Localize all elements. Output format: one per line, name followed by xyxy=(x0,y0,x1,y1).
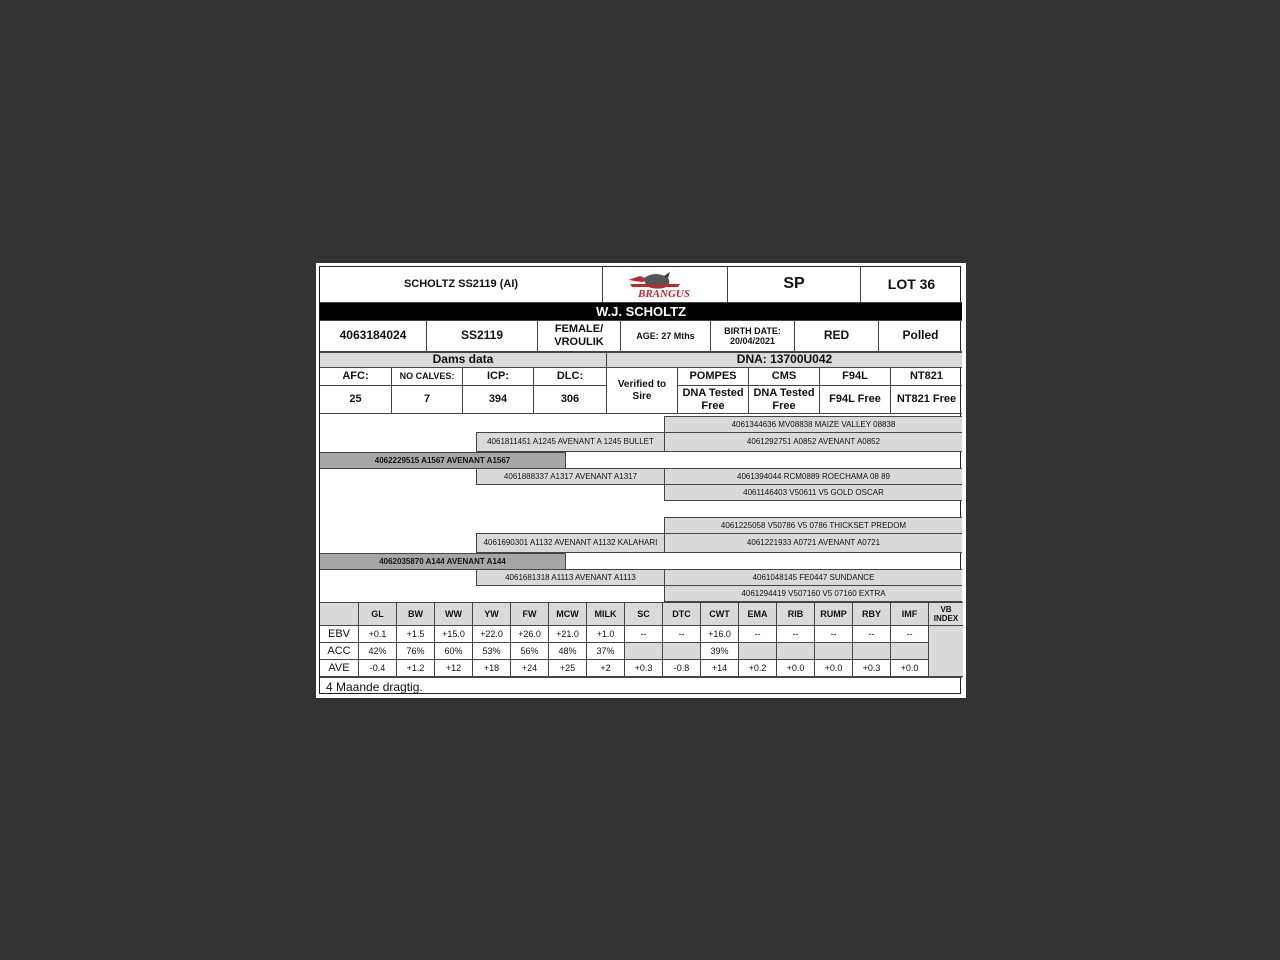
ebv-value: +26.0 xyxy=(510,625,549,643)
dams-value: 7 xyxy=(391,385,463,414)
ebv-column-header: RBY xyxy=(852,602,891,626)
dams-header: ICP: xyxy=(462,367,534,386)
ebv-value: +1.5 xyxy=(396,625,435,643)
sex: FEMALE/ VROULIK xyxy=(537,320,621,352)
ebv-value xyxy=(624,642,663,660)
lot-number: LOT 36 xyxy=(860,267,962,303)
ebv-value: +16.0 xyxy=(700,625,739,643)
ebv-column-header: MCW xyxy=(548,602,587,626)
id-number: 4063184024 xyxy=(320,320,427,352)
ebv-value: -- xyxy=(662,625,701,643)
ebv-column-header: IMF xyxy=(890,602,929,626)
ebv-column-header: YW xyxy=(472,602,511,626)
pedigree-sire: 4062229515 A1567 AVENANT A1567 xyxy=(320,452,566,469)
vb-index-value xyxy=(928,625,963,677)
pedigree-dsd: 4061221933 A0721 AVENANT A0721 xyxy=(664,533,962,553)
ebv-value xyxy=(738,642,777,660)
ebv-value: +21.0 xyxy=(548,625,587,643)
ebv-column-header: SC xyxy=(624,602,663,626)
ebv-value: 60% xyxy=(434,642,473,660)
pedigree-dam-sire: 4061690301 A1132 AVENANT A1132 KALAHARI xyxy=(476,533,665,553)
ebv-value: +22.0 xyxy=(472,625,511,643)
vb-index-header: VB INDEX xyxy=(928,602,963,626)
ebv-value: -- xyxy=(624,625,663,643)
ebv-value: -0.8 xyxy=(662,659,701,677)
horn-status: Polled xyxy=(878,320,962,352)
ebv-value: +15.0 xyxy=(434,625,473,643)
dna-header: NT821 xyxy=(890,367,962,386)
ebv-value: 42% xyxy=(358,642,397,660)
pedigree-dam: 4062035870 A144 AVENANT A144 xyxy=(320,553,566,570)
ebv-corner xyxy=(320,602,359,626)
ebv-value: +18 xyxy=(472,659,511,677)
grade: SP xyxy=(727,267,861,303)
ebv-column-header: WW xyxy=(434,602,473,626)
ebv-value: +0.0 xyxy=(776,659,815,677)
pedigree-ssd: 4061292751 A0852 AVENANT A0852 xyxy=(664,432,962,452)
ebv-value: +12 xyxy=(434,659,473,677)
ebv-column-header: GL xyxy=(358,602,397,626)
dna-verified: Verified to Sire xyxy=(606,367,678,414)
pedigree-sss: 4061344636 MV08838 MAIZE VALLEY 08838 xyxy=(664,416,962,433)
ebv-value: +0.0 xyxy=(890,659,929,677)
ebv-value: +0.3 xyxy=(624,659,663,677)
color: RED xyxy=(794,320,879,352)
sale-card xyxy=(316,263,966,698)
ebv-column-header: MILK xyxy=(586,602,625,626)
ebv-value: +2 xyxy=(586,659,625,677)
dams-header: DLC: xyxy=(533,367,607,386)
dams-value: 306 xyxy=(533,385,607,414)
pedigree-ddd: 4061294419 V507160 V5 07160 EXTRA xyxy=(664,585,962,602)
ebv-value: 53% xyxy=(472,642,511,660)
pedigree-dds: 4061048145 FE0447 SUNDANCE xyxy=(664,569,962,586)
bull-logo-icon xyxy=(620,270,710,300)
ebv-value: +14 xyxy=(700,659,739,677)
ebv-value: -- xyxy=(738,625,777,643)
pedigree-dam-dam: 4061681318 A1113 AVENANT A1113 xyxy=(476,569,665,586)
ebv-value: -- xyxy=(776,625,815,643)
dna-value: NT821 Free xyxy=(890,385,962,414)
ebv-value: +0.1 xyxy=(358,625,397,643)
ebv-value: +0.0 xyxy=(814,659,853,677)
ebv-value xyxy=(814,642,853,660)
dna-header: F94L xyxy=(819,367,891,386)
ebv-value: +25 xyxy=(548,659,587,677)
ebv-value xyxy=(662,642,701,660)
dams-data-title: Dams data xyxy=(320,352,607,368)
brangus-logo xyxy=(602,267,728,303)
dams-header: AFC: xyxy=(320,367,392,386)
ebv-column-header: FW xyxy=(510,602,549,626)
ebv-value xyxy=(776,642,815,660)
ebv-value: 56% xyxy=(510,642,549,660)
ebv-row-label: EBV xyxy=(320,625,359,643)
pedigree-sds: 4061394044 RCM0889 ROECHAMA 08 89 xyxy=(664,468,962,485)
ebv-row-label: ACC xyxy=(320,642,359,660)
ebv-value xyxy=(852,642,891,660)
birth-date: BIRTH DATE: 20/04/2021 xyxy=(710,320,795,352)
animal-code: SS2119 xyxy=(426,320,538,352)
dna-header: POMPES xyxy=(677,367,749,386)
dna-value: DNA Tested Free xyxy=(748,385,820,414)
ebv-column-header: DTC xyxy=(662,602,701,626)
dams-value: 25 xyxy=(320,385,392,414)
card-border xyxy=(319,266,961,694)
logo-text: BRANGUS xyxy=(638,287,690,300)
ebv-value: -- xyxy=(814,625,853,643)
animal-name: SCHOLTZ SS2119 (AI) xyxy=(320,267,603,303)
dams-header: NO CALVES: xyxy=(391,367,463,386)
ebv-value: 39% xyxy=(700,642,739,660)
ebv-column-header: RIB xyxy=(776,602,815,626)
pedigree-sire-dam: 4061888337 A1317 AVENANT A1317 xyxy=(476,468,665,485)
ebv-value: +1.2 xyxy=(396,659,435,677)
dna-title: DNA: 13700U042 xyxy=(606,352,962,368)
ebv-value: +0.3 xyxy=(852,659,891,677)
age: AGE: 27 Mths xyxy=(620,320,711,352)
pedigree-sire-sire: 4061811451 A1245 AVENANT A 1245 BULLET xyxy=(476,432,665,452)
note: 4 Maande dragtig. xyxy=(320,677,962,695)
ebv-value: +24 xyxy=(510,659,549,677)
dams-value: 394 xyxy=(462,385,534,414)
dna-value: F94L Free xyxy=(819,385,891,414)
ebv-column-header: EMA xyxy=(738,602,777,626)
ebv-value: 48% xyxy=(548,642,587,660)
pedigree-sdd: 4061146403 V50611 V5 GOLD OSCAR xyxy=(664,484,962,501)
ebv-column-header: CWT xyxy=(700,602,739,626)
ebv-value: +1.0 xyxy=(586,625,625,643)
ebv-table xyxy=(320,602,962,677)
dna-value: DNA Tested Free xyxy=(677,385,749,414)
pedigree-dss: 4061225058 V50786 V5 0786 THICKSET PREDOM xyxy=(664,517,962,534)
ebv-value: 37% xyxy=(586,642,625,660)
ebv-value: -- xyxy=(852,625,891,643)
ebv-column-header: RUMP xyxy=(814,602,853,626)
ebv-value: -- xyxy=(890,625,929,643)
ebv-row-label: AVE xyxy=(320,659,359,677)
ebv-value: +0.2 xyxy=(738,659,777,677)
breeder-name: W.J. SCHOLTZ xyxy=(320,303,962,320)
ebv-value xyxy=(890,642,929,660)
ebv-value: 76% xyxy=(396,642,435,660)
ebv-column-header: BW xyxy=(396,602,435,626)
dna-header: CMS xyxy=(748,367,820,386)
ebv-value: -0.4 xyxy=(358,659,397,677)
